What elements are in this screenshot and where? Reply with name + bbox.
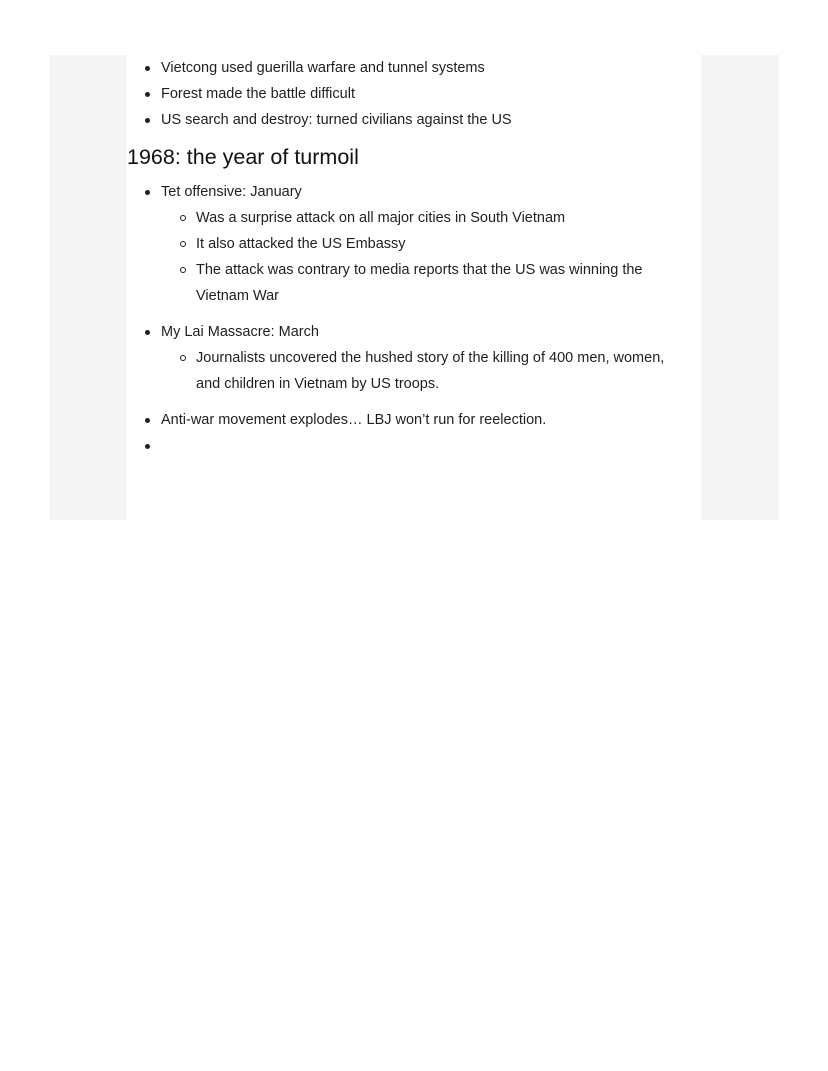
list-item bbox=[127, 81, 701, 107]
list-item-anti-war-movement bbox=[127, 407, 701, 433]
list-item bbox=[127, 55, 701, 81]
list-item-text: My Lai Massacre: March bbox=[161, 324, 319, 340]
list-item-empty[interactable] bbox=[127, 433, 701, 459]
document-page bbox=[127, 55, 701, 520]
document-body bbox=[127, 55, 701, 459]
section-bullet-list bbox=[127, 179, 701, 459]
list-item-my-lai-massacre bbox=[127, 319, 701, 397]
sub-bullet-list bbox=[161, 205, 701, 309]
sub-list-item-text: The attack was contrary to media reports that the US was winning the Vietnam War bbox=[196, 262, 643, 304]
list-item-text: Tet offensive: January bbox=[161, 184, 302, 200]
list-item-text: Forest made the battle difficult bbox=[161, 86, 355, 102]
list-item-text: US search and destroy: turned civilians against the US bbox=[161, 112, 512, 128]
sub-bullet-list bbox=[161, 345, 701, 397]
sub-list-item bbox=[161, 257, 701, 309]
list-item-text: Anti-war movement explodes… LBJ won’t run for reelection. bbox=[161, 412, 547, 428]
sub-list-item bbox=[161, 205, 701, 231]
section-heading: 1968: the year of turmoil bbox=[127, 145, 359, 169]
sub-list-item bbox=[161, 231, 701, 257]
sub-list-item-text: Was a surprise attack on all major cities in South Vietnam bbox=[196, 210, 566, 226]
list-item-tet-offensive bbox=[127, 179, 701, 309]
list-item-text: Vietcong used guerilla warfare and tunnel systems bbox=[161, 60, 485, 76]
sub-list-item-text: It also attacked the US Embassy bbox=[196, 236, 406, 252]
top-bullet-list bbox=[127, 55, 701, 133]
list-item bbox=[127, 107, 701, 133]
sub-list-item bbox=[161, 345, 701, 397]
sub-list-item-text: Journalists uncovered the hushed story of the killing of 400 men, women, and children in Vietnam by US troops. bbox=[196, 350, 665, 392]
